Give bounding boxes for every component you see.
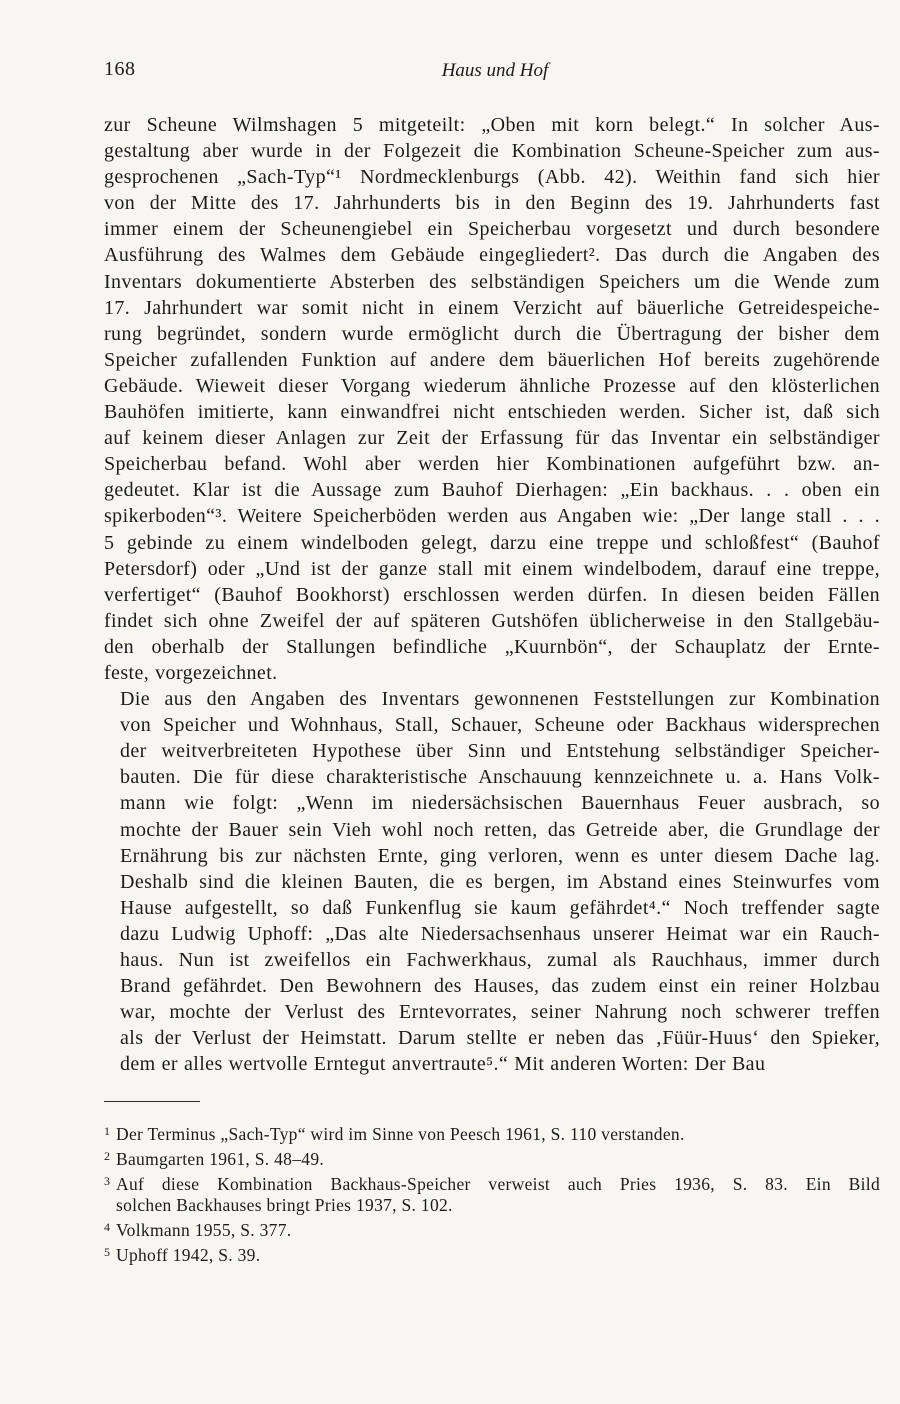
footnote-text <box>116 1220 880 1241</box>
text-line: feste, vorgezeichnet. <box>104 661 278 684</box>
text-line: dazu Ludwig Uphoff: „Das alte Niedersachsenhaus unserer Heimat war ein Rauch- <box>120 922 880 945</box>
footnote-line: Volkmann 1955, S. 377. <box>116 1220 292 1240</box>
text-line: mochte der Bauer sein Vieh wohl noch retten, das Getreide aber, die Grundlage der <box>120 818 880 841</box>
text-line: gestaltung aber wurde in der Folgezeit die Kombination Scheune-Speicher zum aus- <box>104 140 880 163</box>
text-line: rung begründet, sondern wurde ermöglicht durch die Übertragung der bisher dem <box>104 322 880 345</box>
footnote <box>104 1245 880 1266</box>
footnote-marker: 1 <box>104 1124 111 1138</box>
footnote-marker: 2 <box>104 1149 111 1163</box>
footnote-text <box>116 1149 880 1170</box>
text-line: von der Mitte des 17. Jahrhunderts bis in den Beginn des 19. Jahrhunderts fast <box>104 192 880 215</box>
footnote-marker: 5 <box>104 1245 111 1259</box>
text-line: Petersdorf) oder „Und ist der ganze stall mit einem windelbodem, darauf eine treppe, <box>104 557 880 580</box>
text-line: dem er alles wertvolle Erntegut anvertraute⁵.“ Mit anderen Worten: Der Bau <box>120 1053 766 1076</box>
text-line: Speicher zufallenden Funktion auf andere dem bäuerlichen Hof bereits zugehörende <box>104 348 880 371</box>
text-line: Gebäude. Wieweit dieser Vorgang wiederum ähnliche Prozesse auf den klösterlichen <box>104 374 880 397</box>
text-line: der weitverbreiteten Hypothese über Sinn und Entstehung selbständiger Speicher- <box>120 740 880 763</box>
text-line: haus. Nun ist zweifellos ein Fachwerkhaus, zumal als Rauchhaus, immer durch <box>120 949 880 971</box>
text-line: gedeutet. Klar ist die Aussage zum Bauhof Dierhagen: „Ein backhaus. . . oben ein <box>104 479 880 502</box>
text-line: Deshalb sind die kleinen Bauten, die es bergen, im Abstand eines Steinwurfes vom <box>120 870 880 893</box>
text-line: 5 gebinde zu einem windelboden gelegt, darzu eine treppe und schloßfest“ (Bauhof <box>104 531 880 554</box>
text-line: 17. Jahrhundert war somit nicht in einem Verzicht auf bäuerliche Getreidespeiche- <box>104 296 880 319</box>
footnote <box>104 1149 880 1170</box>
footnote-text <box>116 1124 880 1145</box>
footnote-line: Der Terminus „Sach-Typ“ wird im Sinne von Peesch 1961, S. 110 verstanden. <box>116 1124 685 1144</box>
text-line: auf keinem dieser Anlagen zur Zeit der Erfassung für das Inventar ein selbständiger <box>104 427 880 450</box>
text-line: verfertiget“ (Bauhof Bookhorst) erschlossen werden dürfen. In diesen beiden Fällen <box>104 583 880 606</box>
footnote-marker: 4 <box>104 1220 111 1234</box>
footnote-line: solchen Backhauses bringt Pries 1937, S. 102. <box>116 1195 453 1215</box>
text-line: Hause aufgestellt, so daß Funkenflug sie kaum gefährdet⁴.“ Noch treffender sagte <box>120 896 880 919</box>
text-line: war, mochte der Verlust des Erntevorrates, seiner Nahrung noch schwerer treffen <box>120 1001 880 1024</box>
footnote <box>104 1174 880 1216</box>
text-line: Speicherbau befand. Wohl aber werden hier Kombinationen aufgeführt bzw. an- <box>104 453 880 476</box>
text-line: findet sich ohne Zweifel der auf späteren Gutshöfen üblicherweise in den Stallgebäu- <box>104 609 880 632</box>
text-line: bauten. Die für diese charakteristische Anschauung kennzeichnete u. a. Hans Volk- <box>120 766 880 789</box>
footnote-separator <box>104 1101 200 1102</box>
text-line: Die aus den Angaben des Inventars gewonnenen Feststellungen zur Kombination <box>120 688 880 711</box>
text-line: Ernährung bis zur nächsten Ernte, ging verloren, wenn es unter diesem Dache lag. <box>120 844 880 867</box>
footnote <box>104 1220 880 1241</box>
text-line: Ausführung des Walmes dem Gebäude eingegliedert². Das durch die Angaben des <box>104 244 880 267</box>
text-line: als der Verlust der Heimstatt. Darum stellte er neben das ‚Füür-Huus‘ den Spieker, <box>120 1027 880 1050</box>
footnote-text <box>116 1245 880 1266</box>
text-line: Inventars dokumentierte Absterben des selbständigen Speichers um die Wende zum <box>104 270 880 293</box>
text-line: gesprochenen „Sach-Typ“¹ Nordmecklenburgs (Abb. 42). Weithin fand sich hier <box>104 166 880 189</box>
footnote-line: Baumgarten 1961, S. 48–49. <box>116 1149 325 1169</box>
page-number: 168 <box>104 58 136 80</box>
text-line: immer einem der Scheunengiebel ein Speicherbau vorgesetzt und durch besondere <box>104 218 880 241</box>
text-line: zur Scheune Wilmshagen 5 mitgeteilt: „Oben mit korn belegt.“ In solcher Aus- <box>104 114 880 136</box>
text-line: von Speicher und Wohnhaus, Stall, Schauer, Scheune oder Backhaus widersprechen <box>120 714 880 737</box>
body-text <box>104 112 880 1077</box>
footnote-line: Uphoff 1942, S. 39. <box>116 1245 261 1265</box>
footnotes <box>104 1124 880 1270</box>
text-line: Bauhöfen imitierte, kann einwandfrei nicht entschieden werden. Sicher ist, daß sich <box>104 401 880 424</box>
text-line: Brand gefährdet. Den Bewohnern des Hauses, das zudem einst ein reiner Holzbau <box>120 975 880 998</box>
text-line: den oberhalb der Stallungen befindliche „Kuurnbön“, der Schauplatz der Ernte- <box>104 635 880 658</box>
footnote <box>104 1124 880 1145</box>
paragraph <box>104 686 880 1077</box>
footnote-text <box>116 1174 880 1216</box>
footnote-marker: 3 <box>104 1174 111 1188</box>
text-line: mann wie folgt: „Wenn im niedersächsischen Bauernhaus Feuer ausbrach, so <box>120 792 880 815</box>
paragraph <box>104 112 880 686</box>
text-line: spikerboden“³. Weitere Speicherböden werden aus Angaben wie: „Der lange stall . . . <box>104 505 880 528</box>
footnote-line: Auf diese Kombination Backhaus-Speicher verweist auch Pries 1936, S. 83. Ein Bild <box>116 1174 880 1194</box>
running-title: Haus und Hof <box>441 60 549 81</box>
